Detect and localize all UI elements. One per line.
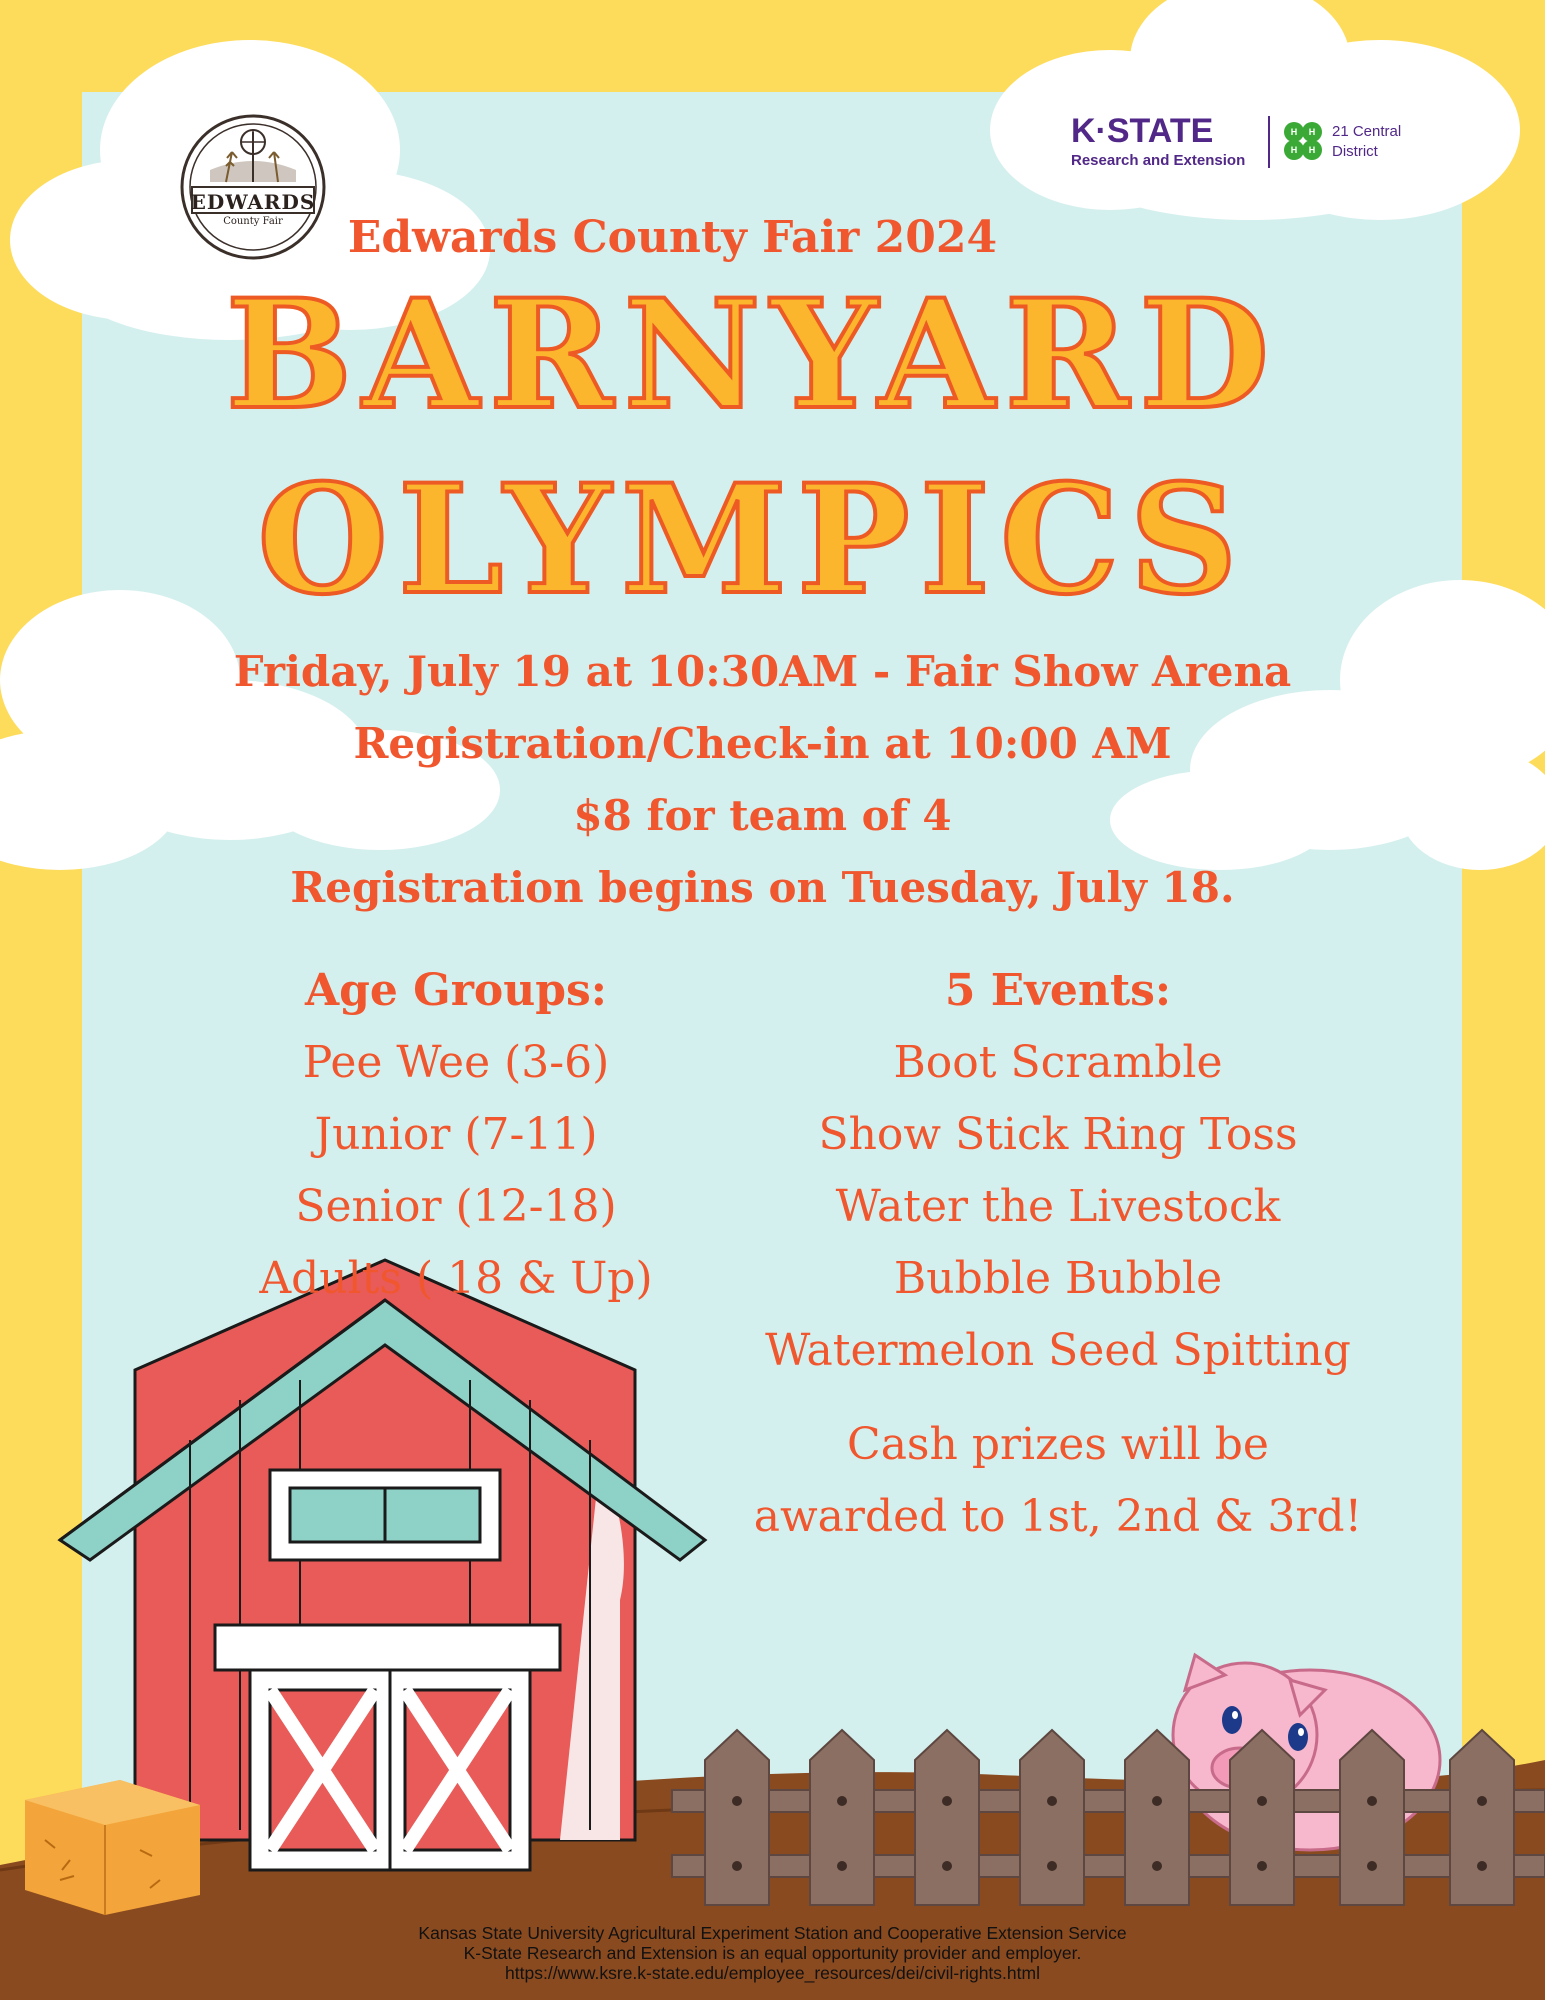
- checkin-time: Registration/Check-in at 10:00 AM: [353, 719, 1172, 768]
- event-item: Show Stick Ring Toss: [818, 1109, 1298, 1160]
- fence-post: [1020, 1730, 1084, 1905]
- fence-post: [810, 1730, 874, 1905]
- team-price: $8 for team of 4: [573, 791, 952, 840]
- fence-nail: [732, 1861, 742, 1871]
- fence-nail: [1477, 1796, 1487, 1806]
- svg-text:H: H: [1290, 127, 1298, 137]
- district-label: [1332, 122, 1401, 162]
- event-item: Bubble Bubble: [893, 1253, 1223, 1304]
- fence-nail: [942, 1796, 952, 1806]
- district-line-1: 21 Central: [1332, 123, 1402, 140]
- fence-nail: [1257, 1861, 1267, 1871]
- event-item: Watermelon Seed Spitting: [765, 1325, 1351, 1376]
- age-group-item: Adults ( 18 & Up): [259, 1253, 653, 1304]
- cloud-top-right: [990, 0, 1520, 220]
- fence-nail: [942, 1861, 952, 1871]
- fence-nail: [1367, 1861, 1377, 1871]
- district-line-2: District: [1332, 143, 1378, 160]
- fence-nail: [1257, 1796, 1267, 1806]
- fence-post: [705, 1730, 769, 1905]
- fence-nail: [732, 1796, 742, 1806]
- registration-start: Registration begins on Tuesday, July 18.: [290, 863, 1235, 912]
- footer-disclaimer: [0, 1923, 1545, 1983]
- svg-text:H: H: [1308, 145, 1316, 155]
- prizes-line-1: Cash prizes will be: [847, 1419, 1269, 1470]
- logo-divider: [1268, 116, 1270, 168]
- edwards-logo-name: EDWARDS: [190, 190, 316, 214]
- fair-subtitle: Edwards County Fair 2024: [347, 212, 998, 263]
- fence-nail: [1047, 1796, 1057, 1806]
- title-line-1: BARNYARD: [225, 267, 1280, 443]
- fence-nail: [1367, 1796, 1377, 1806]
- fence-post: [915, 1730, 979, 1905]
- kstate-sub: Research and Extension: [1071, 152, 1246, 169]
- prizes-note: [708, 1409, 1408, 1553]
- svg-text:H: H: [1290, 145, 1298, 155]
- kstate-logo: [1068, 112, 1408, 172]
- svg-text:H: H: [1308, 127, 1316, 137]
- fence-nail: [837, 1796, 847, 1806]
- title-line-2: OLYMPICS: [257, 452, 1248, 628]
- age-group-item: Pee Wee (3-6): [302, 1037, 610, 1088]
- edwards-logo-sub: County Fair: [223, 216, 283, 227]
- footer-line-3: https://www.ksre.k-state.edu/employee_resources/dei/civil-rights.html: [505, 1963, 1040, 1983]
- event-item: Water the Livestock: [835, 1181, 1281, 1232]
- fence-nail: [1152, 1796, 1162, 1806]
- footer-line-1: Kansas State University Agricultural Experiment Station and Cooperative Extension Service: [418, 1923, 1127, 1943]
- event-date-location: Friday, July 19 at 10:30AM - Fair Show Arena: [233, 647, 1292, 696]
- age-group-item: Junior (7-11): [314, 1109, 598, 1160]
- footer-line-2: K-State Research and Extension is an equal opportunity provider and employer.: [463, 1943, 1082, 1963]
- age-groups-heading: Age Groups:: [304, 965, 608, 1016]
- fence-nail: [1477, 1861, 1487, 1871]
- hay-bale: [25, 1780, 200, 1915]
- fence-post: [1230, 1730, 1294, 1905]
- fence-nail: [1047, 1861, 1057, 1871]
- fence-post: [1450, 1730, 1514, 1905]
- age-groups-column: [206, 955, 706, 1315]
- fence-nail: [1152, 1861, 1162, 1871]
- fence-post: [1340, 1730, 1404, 1905]
- age-group-item: Senior (12-18): [295, 1181, 617, 1232]
- prizes-line-2: awarded to 1st, 2nd & 3rd!: [753, 1491, 1363, 1542]
- events-column: [708, 955, 1408, 1387]
- fence-nail: [837, 1861, 847, 1871]
- event-item: Boot Scramble: [893, 1037, 1223, 1088]
- events-heading: 5 Events:: [944, 965, 1172, 1016]
- four-h-clover-icon: [1280, 118, 1326, 164]
- fence-post: [1125, 1730, 1189, 1905]
- kstate-wordmark: K·STATE: [1071, 112, 1214, 150]
